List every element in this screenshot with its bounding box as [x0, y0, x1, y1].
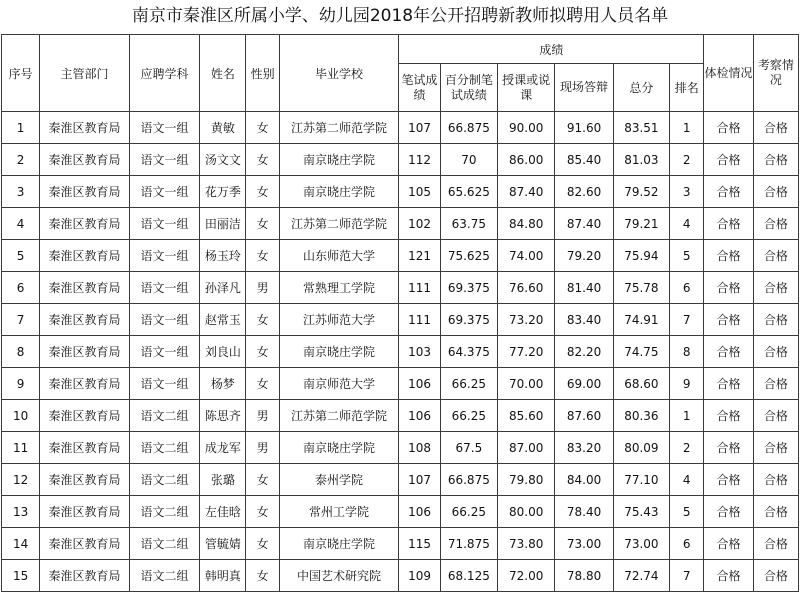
- cell-pct: 69.375: [440, 304, 497, 336]
- table-row: [2, 240, 799, 272]
- cell-school: 常州工学院: [279, 496, 399, 528]
- cell-written: 106: [399, 496, 440, 528]
- header-name: 姓名: [200, 35, 246, 112]
- cell-gender: 男: [246, 400, 279, 432]
- table-row: [2, 336, 799, 368]
- cell-written: 107: [399, 464, 440, 496]
- cell-rank: 8: [670, 336, 704, 368]
- cell-subject: 语文一组: [129, 144, 199, 176]
- cell-seq: 15: [2, 560, 40, 592]
- cell-inspect: 合格: [753, 496, 798, 528]
- cell-subject: 语文一组: [129, 272, 199, 304]
- cell-name: 陈思齐: [200, 400, 246, 432]
- cell-medical: 合格: [704, 496, 753, 528]
- header-rank: 排名: [670, 64, 704, 112]
- header-pct: 百分制笔试成绩: [440, 64, 497, 112]
- cell-name: 成龙军: [200, 432, 246, 464]
- cell-seq: 3: [2, 176, 40, 208]
- header-lecture: 授课或说课: [498, 64, 555, 112]
- table-row: [2, 208, 799, 240]
- cell-rank: 7: [670, 304, 704, 336]
- cell-medical: 合格: [704, 176, 753, 208]
- cell-pct: 69.375: [440, 272, 497, 304]
- cell-total: 68.60: [613, 368, 669, 400]
- cell-pct: 70: [440, 144, 497, 176]
- cell-total: 72.74: [613, 560, 669, 592]
- cell-defense: 82.60: [555, 176, 613, 208]
- cell-pct: 71.875: [440, 528, 497, 560]
- cell-school: 江苏师范大学: [279, 304, 399, 336]
- cell-written: 102: [399, 208, 440, 240]
- cell-total: 79.21: [613, 208, 669, 240]
- cell-total: 83.51: [613, 112, 669, 144]
- cell-school: 江苏第二师范学院: [279, 112, 399, 144]
- cell-defense: 85.40: [555, 144, 613, 176]
- cell-defense: 87.60: [555, 400, 613, 432]
- cell-subject: 语文一组: [129, 336, 199, 368]
- cell-seq: 6: [2, 272, 40, 304]
- cell-subject: 语文一组: [129, 304, 199, 336]
- cell-gender: 女: [246, 496, 279, 528]
- cell-inspect: 合格: [753, 144, 798, 176]
- cell-lecture: 74.00: [498, 240, 555, 272]
- cell-rank: 4: [670, 208, 704, 240]
- cell-total: 81.03: [613, 144, 669, 176]
- cell-defense: 87.40: [555, 208, 613, 240]
- cell-school: 南京晓庄学院: [279, 528, 399, 560]
- cell-school: 常熟理工学院: [279, 272, 399, 304]
- cell-rank: 7: [670, 560, 704, 592]
- cell-written: 106: [399, 400, 440, 432]
- cell-pct: 66.875: [440, 112, 497, 144]
- cell-lecture: 86.00: [498, 144, 555, 176]
- cell-name: 孙泽凡: [200, 272, 246, 304]
- cell-written: 111: [399, 272, 440, 304]
- cell-inspect: 合格: [753, 240, 798, 272]
- cell-dept: 秦淮区教育局: [40, 496, 130, 528]
- cell-lecture: 84.80: [498, 208, 555, 240]
- cell-seq: 2: [2, 144, 40, 176]
- header-gender: 性别: [246, 35, 279, 112]
- cell-gender: 男: [246, 432, 279, 464]
- cell-seq: 11: [2, 432, 40, 464]
- cell-lecture: 79.80: [498, 464, 555, 496]
- cell-medical: 合格: [704, 144, 753, 176]
- header-defense: 现场答辩: [555, 64, 613, 112]
- table-row: [2, 144, 799, 176]
- cell-lecture: 70.00: [498, 368, 555, 400]
- cell-rank: 2: [670, 432, 704, 464]
- cell-school: 南京师范大学: [279, 368, 399, 400]
- cell-pct: 66.25: [440, 368, 497, 400]
- cell-name: 杨玉玲: [200, 240, 246, 272]
- cell-written: 107: [399, 112, 440, 144]
- cell-rank: 1: [670, 400, 704, 432]
- cell-rank: 6: [670, 528, 704, 560]
- cell-medical: 合格: [704, 304, 753, 336]
- cell-defense: 83.20: [555, 432, 613, 464]
- table-row: [2, 400, 799, 432]
- cell-pct: 67.5: [440, 432, 497, 464]
- cell-gender: 女: [246, 368, 279, 400]
- cell-total: 80.09: [613, 432, 669, 464]
- cell-total: 75.94: [613, 240, 669, 272]
- cell-dept: 秦淮区教育局: [40, 368, 130, 400]
- cell-gender: 女: [246, 112, 279, 144]
- cell-inspect: 合格: [753, 432, 798, 464]
- table-row: [2, 560, 799, 592]
- cell-dept: 秦淮区教育局: [40, 272, 130, 304]
- cell-dept: 秦淮区教育局: [40, 240, 130, 272]
- cell-seq: 10: [2, 400, 40, 432]
- cell-pct: 65.625: [440, 176, 497, 208]
- page-title: 南京市秦淮区所属小学、幼儿园2018年公开招聘新教师拟聘用人员名单: [131, 6, 669, 26]
- cell-subject: 语文二组: [129, 464, 199, 496]
- cell-lecture: 85.60: [498, 400, 555, 432]
- cell-school: 江苏第二师范学院: [279, 208, 399, 240]
- cell-gender: 女: [246, 528, 279, 560]
- cell-written: 105: [399, 176, 440, 208]
- cell-inspect: 合格: [753, 368, 798, 400]
- cell-dept: 秦淮区教育局: [40, 144, 130, 176]
- cell-defense: 83.40: [555, 304, 613, 336]
- cell-school: 中国艺术研究院: [279, 560, 399, 592]
- cell-inspect: 合格: [753, 176, 798, 208]
- cell-rank: 5: [670, 240, 704, 272]
- cell-pct: 68.125: [440, 560, 497, 592]
- cell-written: 111: [399, 304, 440, 336]
- cell-seq: 4: [2, 208, 40, 240]
- header-scores: 成绩: [399, 35, 704, 64]
- cell-total: 79.52: [613, 176, 669, 208]
- cell-defense: 81.40: [555, 272, 613, 304]
- cell-total: 74.91: [613, 304, 669, 336]
- cell-subject: 语文二组: [129, 400, 199, 432]
- cell-pct: 66.25: [440, 400, 497, 432]
- cell-lecture: 80.00: [498, 496, 555, 528]
- cell-gender: 女: [246, 336, 279, 368]
- cell-seq: 5: [2, 240, 40, 272]
- cell-dept: 秦淮区教育局: [40, 176, 130, 208]
- cell-rank: 6: [670, 272, 704, 304]
- cell-lecture: 76.60: [498, 272, 555, 304]
- cell-name: 杨梦: [200, 368, 246, 400]
- cell-dept: 秦淮区教育局: [40, 528, 130, 560]
- cell-seq: 9: [2, 368, 40, 400]
- cell-name: 花万季: [200, 176, 246, 208]
- table-row: [2, 272, 799, 304]
- header-written: 笔试成绩: [399, 64, 440, 112]
- cell-seq: 13: [2, 496, 40, 528]
- cell-medical: 合格: [704, 432, 753, 464]
- cell-name: 田丽洁: [200, 208, 246, 240]
- cell-gender: 女: [246, 176, 279, 208]
- cell-lecture: 90.00: [498, 112, 555, 144]
- cell-inspect: 合格: [753, 272, 798, 304]
- cell-inspect: 合格: [753, 464, 798, 496]
- cell-pct: 64.375: [440, 336, 497, 368]
- cell-dept: 秦淮区教育局: [40, 208, 130, 240]
- cell-dept: 秦淮区教育局: [40, 432, 130, 464]
- cell-medical: 合格: [704, 240, 753, 272]
- cell-name: 左佳晗: [200, 496, 246, 528]
- cell-total: 75.43: [613, 496, 669, 528]
- cell-subject: 语文一组: [129, 112, 199, 144]
- cell-name: 刘良山: [200, 336, 246, 368]
- cell-subject: 语文二组: [129, 560, 199, 592]
- cell-dept: 秦淮区教育局: [40, 464, 130, 496]
- header-subject: 应聘学科: [129, 35, 199, 112]
- header-inspect: 考察情况: [753, 35, 798, 112]
- cell-subject: 语文一组: [129, 208, 199, 240]
- cell-inspect: 合格: [753, 560, 798, 592]
- cell-inspect: 合格: [753, 304, 798, 336]
- table-row: [2, 496, 799, 528]
- cell-name: 赵常玉: [200, 304, 246, 336]
- cell-rank: 5: [670, 496, 704, 528]
- cell-medical: 合格: [704, 464, 753, 496]
- cell-inspect: 合格: [753, 528, 798, 560]
- cell-subject: 语文二组: [129, 528, 199, 560]
- cell-rank: 2: [670, 144, 704, 176]
- cell-gender: 女: [246, 240, 279, 272]
- table-row: [2, 528, 799, 560]
- cell-subject: 语文一组: [129, 176, 199, 208]
- cell-pct: 66.875: [440, 464, 497, 496]
- cell-rank: 3: [670, 176, 704, 208]
- cell-total: 77.10: [613, 464, 669, 496]
- cell-gender: 女: [246, 560, 279, 592]
- cell-defense: 78.40: [555, 496, 613, 528]
- cell-lecture: 87.00: [498, 432, 555, 464]
- cell-total: 80.36: [613, 400, 669, 432]
- cell-medical: 合格: [704, 528, 753, 560]
- cell-rank: 1: [670, 112, 704, 144]
- header-total: 总分: [613, 64, 669, 112]
- cell-seq: 8: [2, 336, 40, 368]
- cell-medical: 合格: [704, 336, 753, 368]
- cell-inspect: 合格: [753, 208, 798, 240]
- cell-dept: 秦淮区教育局: [40, 560, 130, 592]
- cell-inspect: 合格: [753, 400, 798, 432]
- cell-name: 黄敏: [200, 112, 246, 144]
- cell-written: 109: [399, 560, 440, 592]
- cell-school: 南京晓庄学院: [279, 144, 399, 176]
- cell-pct: 75.625: [440, 240, 497, 272]
- cell-defense: 79.20: [555, 240, 613, 272]
- cell-name: 管毓婧: [200, 528, 246, 560]
- cell-written: 121: [399, 240, 440, 272]
- cell-subject: 语文一组: [129, 240, 199, 272]
- cell-seq: 12: [2, 464, 40, 496]
- cell-gender: 女: [246, 208, 279, 240]
- cell-medical: 合格: [704, 400, 753, 432]
- cell-school: 南京晓庄学院: [279, 176, 399, 208]
- cell-school: 南京晓庄学院: [279, 432, 399, 464]
- cell-subject: 语文二组: [129, 432, 199, 464]
- cell-medical: 合格: [704, 368, 753, 400]
- cell-inspect: 合格: [753, 336, 798, 368]
- cell-gender: 男: [246, 272, 279, 304]
- cell-defense: 69.00: [555, 368, 613, 400]
- cell-written: 106: [399, 368, 440, 400]
- cell-lecture: 73.20: [498, 304, 555, 336]
- cell-school: 泰州学院: [279, 464, 399, 496]
- cell-written: 112: [399, 144, 440, 176]
- cell-medical: 合格: [704, 272, 753, 304]
- cell-inspect: 合格: [753, 112, 798, 144]
- cell-medical: 合格: [704, 208, 753, 240]
- cell-written: 103: [399, 336, 440, 368]
- cell-subject: 语文一组: [129, 368, 199, 400]
- cell-dept: 秦淮区教育局: [40, 112, 130, 144]
- cell-gender: 女: [246, 144, 279, 176]
- cell-medical: 合格: [704, 112, 753, 144]
- header-school: 毕业学校: [279, 35, 399, 112]
- cell-pct: 66.25: [440, 496, 497, 528]
- table-body: [2, 112, 799, 592]
- cell-rank: 4: [670, 464, 704, 496]
- cell-defense: 82.20: [555, 336, 613, 368]
- cell-dept: 秦淮区教育局: [40, 304, 130, 336]
- cell-medical: 合格: [704, 560, 753, 592]
- cell-seq: 14: [2, 528, 40, 560]
- cell-name: 汤文文: [200, 144, 246, 176]
- cell-name: 韩明真: [200, 560, 246, 592]
- cell-total: 73.00: [613, 528, 669, 560]
- table-row: [2, 176, 799, 208]
- cell-total: 75.78: [613, 272, 669, 304]
- cell-defense: 78.80: [555, 560, 613, 592]
- cell-written: 108: [399, 432, 440, 464]
- cell-lecture: 73.80: [498, 528, 555, 560]
- table-row: [2, 464, 799, 496]
- header-seq: 序号: [2, 35, 40, 112]
- cell-gender: 女: [246, 464, 279, 496]
- cell-school: 江苏第二师范学院: [279, 400, 399, 432]
- cell-seq: 7: [2, 304, 40, 336]
- cell-dept: 秦淮区教育局: [40, 400, 130, 432]
- cell-rank: 9: [670, 368, 704, 400]
- cell-total: 74.75: [613, 336, 669, 368]
- table-row: [2, 304, 799, 336]
- table-row: [2, 368, 799, 400]
- cell-pct: 63.75: [440, 208, 497, 240]
- cell-defense: 73.00: [555, 528, 613, 560]
- cell-seq: 1: [2, 112, 40, 144]
- cell-subject: 语文二组: [129, 496, 199, 528]
- cell-name: 张璐: [200, 464, 246, 496]
- cell-school: 山东师范大学: [279, 240, 399, 272]
- cell-defense: 84.00: [555, 464, 613, 496]
- results-table: [1, 34, 799, 592]
- cell-written: 115: [399, 528, 440, 560]
- cell-lecture: 87.40: [498, 176, 555, 208]
- table-row: [2, 432, 799, 464]
- cell-lecture: 72.00: [498, 560, 555, 592]
- cell-defense: 91.60: [555, 112, 613, 144]
- header-medical: 体检情况: [704, 35, 753, 112]
- header-dept: 主管部门: [40, 35, 130, 112]
- cell-lecture: 77.20: [498, 336, 555, 368]
- cell-school: 南京晓庄学院: [279, 336, 399, 368]
- table-row: [2, 112, 799, 144]
- cell-gender: 女: [246, 304, 279, 336]
- cell-dept: 秦淮区教育局: [40, 336, 130, 368]
